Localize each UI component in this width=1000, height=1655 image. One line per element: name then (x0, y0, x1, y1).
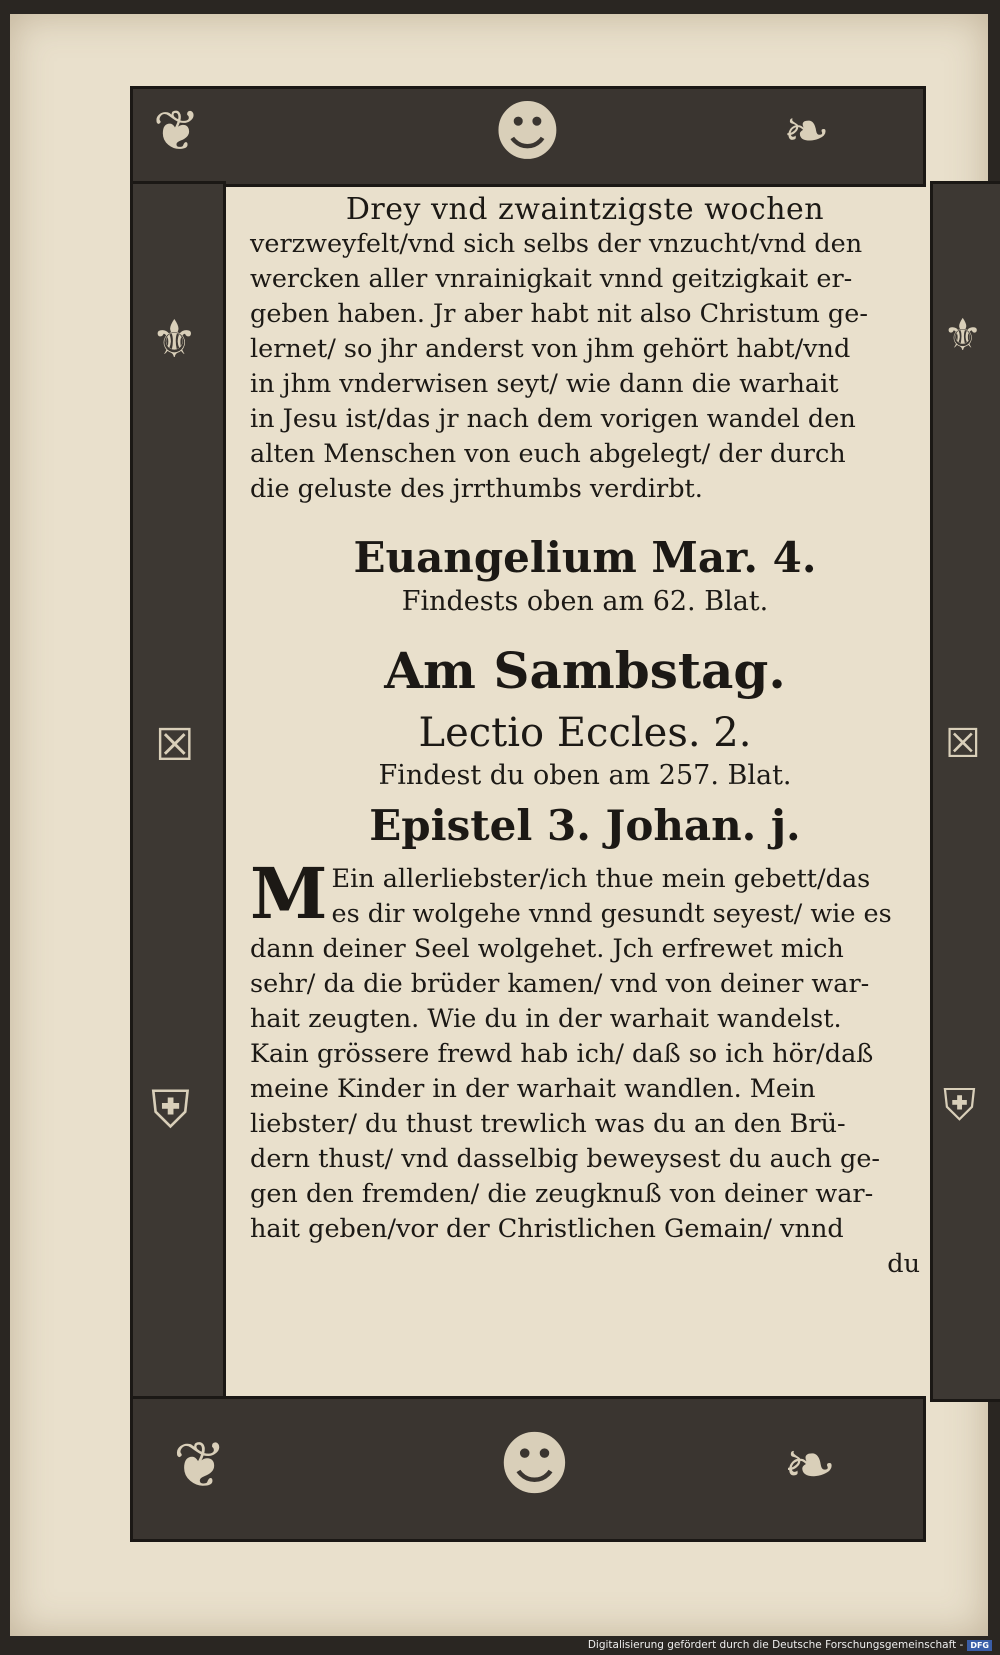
text-line: in jhm vnderwisen seyt/ wie dann die warhait (250, 369, 839, 399)
page-text (250, 192, 920, 1305)
text-line: hait zeugten. Wie du in der warhait wandelst. (250, 1004, 842, 1034)
book-page (10, 14, 988, 1636)
text-line: wercken aller vnrainigkait vnnd geitzigkait er- (250, 264, 853, 294)
text-line: Ein allerliebster/ich thue mein gebett/das (331, 864, 871, 894)
figure-ornament-icon: ⚜ (151, 310, 198, 370)
text-line: alten Menschen von euch abgelegt/ der durch (250, 439, 846, 469)
woodcut-border-bottom (130, 1396, 926, 1542)
text-line: liebster/ du thust trewlich was du an den Brü- (250, 1109, 846, 1139)
woodcut-border-top (130, 86, 926, 187)
text-line: Kain grössere frewd hab ich/ daß so ich hör/daß (250, 1039, 874, 1069)
reclining-figure-icon: ❧ (783, 1429, 837, 1503)
day-heading: Am Sambstag. (384, 641, 786, 700)
cross-box-icon: ☒ (945, 721, 981, 767)
text-line: geben haben. Jr aber habt nit also Christum ge- (250, 299, 868, 329)
reclining-figure-icon: ❦ (173, 1429, 227, 1503)
digitization-credit (580, 1636, 992, 1654)
figure-ornament-icon: ⚜ (943, 310, 983, 361)
shield-ornament-icon: ⛨ (151, 1080, 191, 1140)
cross-box-icon: ☒ (155, 720, 195, 771)
gospel-reference: Findests oben am 62. Blat. (401, 586, 769, 617)
scroll-ornament-icon: ❧ (783, 99, 830, 164)
text-line: meine Kinder in der warhait wandlen. Mein (250, 1074, 816, 1104)
credit-text: Digitalisierung gefördert durch die Deutsche Forschungsgemeinschaft - (587, 1639, 964, 1651)
epistle-heading: Epistel 3. Johan. j. (369, 801, 801, 850)
text-line: sehr/ da die brüder kamen/ vnd von deiner war- (250, 969, 870, 999)
drop-capital: M (250, 852, 328, 935)
lectio-reference: Findest du oben am 257. Blat. (378, 760, 792, 791)
gospel-heading: Euangelium Mar. 4. (353, 533, 817, 582)
lectio-heading: Lectio Eccles. 2. (418, 710, 752, 756)
shield-ornament-icon: ⛨ (943, 1080, 976, 1131)
woodcut-border-left (130, 181, 226, 1402)
epistle-text (250, 852, 920, 1247)
text-line: lernet/ so jhr anderst von jhm gehört habt/vnd (250, 334, 851, 364)
scroll-ornament-icon: ❦ (153, 99, 200, 164)
running-head: Drey vnd zwaintzigste wochen (345, 192, 825, 227)
paragraph-continuation (250, 227, 920, 507)
mask-icon: ☻ (498, 1423, 571, 1505)
text-line: es dir wolgehe vnnd gesundt seyest/ wie es (331, 899, 892, 929)
text-line: dann deiner Seel wolgehet. Jch erfrewet mich (250, 934, 844, 964)
catchword: du (887, 1249, 920, 1279)
text-line: in Jesu ist/das jr nach dem vorigen wandel den (250, 404, 856, 434)
text-line: dern thust/ vnd dasselbig beweysest du auch ge- (250, 1144, 881, 1174)
text-line: gen den fremden/ die zeugknuß von deiner war- (250, 1179, 874, 1209)
woodcut-border-right (930, 181, 1000, 1402)
lion-head-icon: ☻ (493, 93, 562, 170)
text-line: hait geben/vor der Christlichen Gemain/ vnnd (250, 1214, 844, 1244)
text-line: verzweyfelt/vnd sich selbs der vnzucht/vnd den (250, 229, 863, 259)
text-line: die geluste des jrrthumbs verdirbt. (250, 474, 703, 504)
dfg-logo: DFG (967, 1640, 992, 1651)
